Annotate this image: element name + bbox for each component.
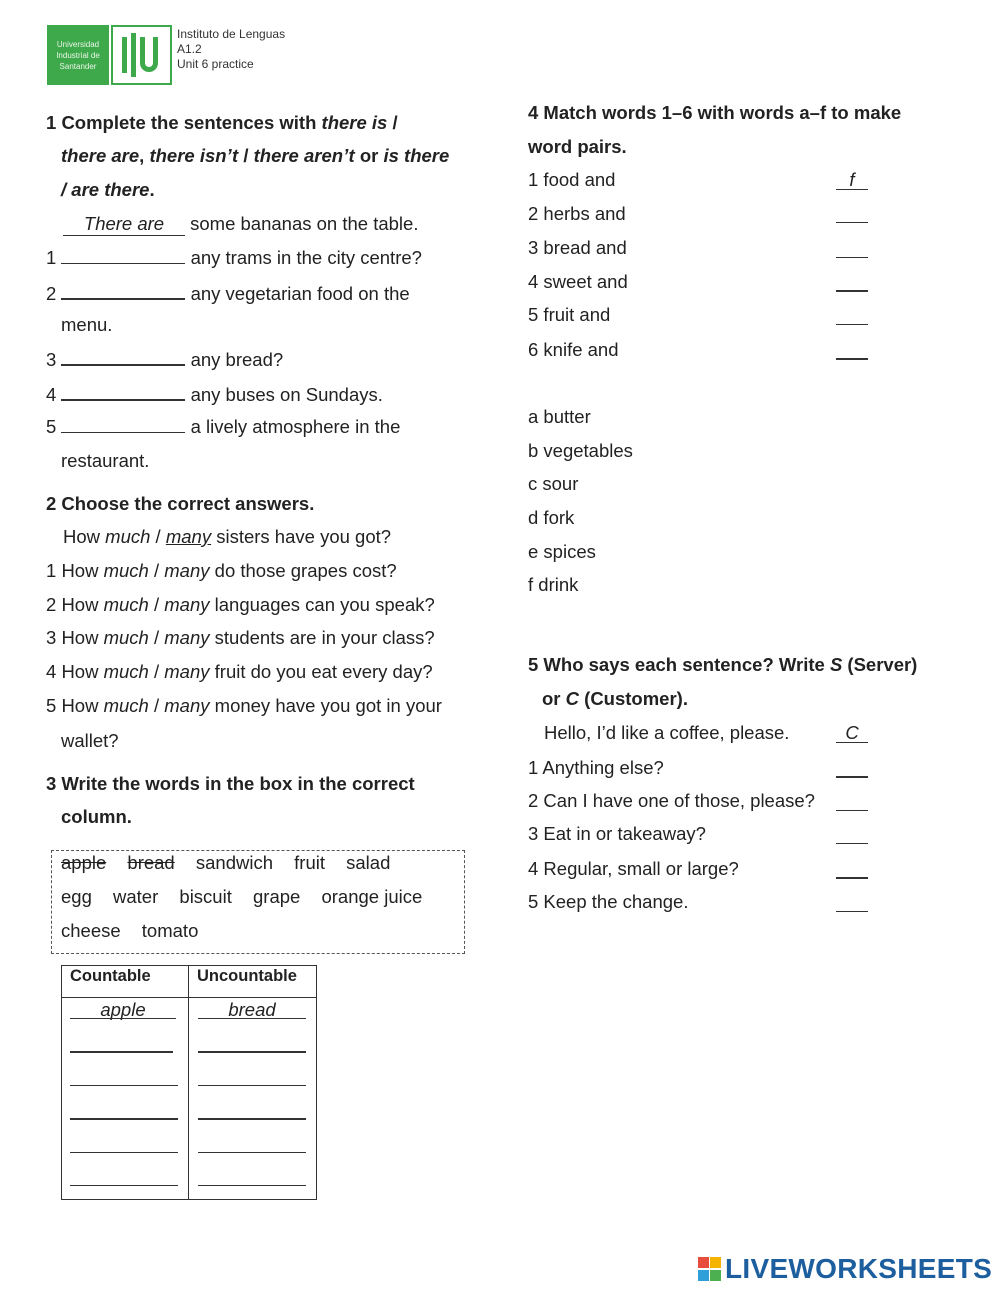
ex4-option-d: d fork [528, 507, 575, 528]
ex1-answer-blank-5[interactable] [61, 415, 185, 433]
ex5-answer-blank-1[interactable] [836, 759, 868, 778]
ex1-answer-blank-3[interactable] [61, 347, 185, 366]
ex5-example-answer: C [836, 722, 868, 743]
ex4-answer-blank-2[interactable] [836, 205, 868, 223]
word-bread: bread [127, 852, 175, 873]
ex2-item-4: 4 How much / many fruit do you eat every day? [46, 661, 433, 682]
ex5-answer-blank-5[interactable] [836, 894, 868, 912]
ex1-item-5: 5 a lively atmosphere in the [46, 416, 401, 437]
ex4-option-c: c sour [528, 473, 579, 494]
liveworksheets-brand: LIVEWORKSHEETS [725, 1253, 993, 1284]
word-grape: grape [253, 886, 301, 907]
ex2-option-much-4[interactable]: much [103, 661, 149, 682]
university-logo-text: Universidad Industrial de Santander [56, 40, 100, 71]
ex5-answer-blank-2[interactable] [836, 793, 868, 811]
ex1-title-line2: there are, there isn’t / there aren’t or is there [61, 145, 450, 166]
ex5-answer-blank-3[interactable] [836, 826, 868, 844]
ex4-item-1: 1 food and [528, 169, 616, 190]
word-cheese: cheese [61, 920, 121, 941]
ex5-example: Hello, I’d like a coffee, please. [544, 722, 790, 743]
university-logo [47, 25, 109, 85]
ex4-item-6: 6 knife and [528, 339, 619, 360]
ex1-item-5-cont: restaurant. [61, 450, 150, 471]
logo-square-icon [710, 1270, 721, 1281]
ex1-answer-blank-1[interactable] [61, 246, 185, 264]
uncountable-blank-1[interactable] [198, 1035, 306, 1053]
ex4-item-5: 5 fruit and [528, 304, 611, 325]
word-apple: apple [61, 852, 107, 873]
uncountable-example-line [198, 1001, 306, 1019]
word-water: water [113, 886, 159, 907]
ex4-option-a: a butter [528, 406, 591, 427]
ex1-title-line1: 1 Complete the sentences with there is / [46, 112, 398, 133]
countable-blank-3[interactable] [70, 1102, 178, 1120]
countable-example-line [70, 1001, 176, 1019]
ex4-option-e: e spices [528, 541, 596, 562]
ex4-title-line1: 4 Match words 1–6 with words a–f to make [528, 102, 902, 123]
uncountable-blank-2[interactable] [198, 1069, 306, 1086]
ex4-item-3: 3 bread and [528, 237, 627, 258]
word-tomato: tomato [141, 920, 199, 941]
ex4-answer-blank-6[interactable] [836, 341, 868, 360]
ex2-item-1: 1 How much / many do those grapes cost? [46, 560, 397, 581]
level-label: A1.2 [177, 42, 202, 56]
uis-logo-mark [111, 25, 172, 85]
ex2-example-answer: many [165, 526, 212, 547]
ex2-option-much-3[interactable]: much [103, 627, 149, 648]
ex2-option-many-3[interactable]: many [164, 627, 210, 648]
ex5-title-line2: or C (Customer). [542, 688, 688, 709]
ex5-item-3: 3 Eat in or takeaway? [528, 823, 706, 844]
ex1-example: There are some bananas on the table. [63, 213, 418, 236]
word-biscuit: biscuit [179, 886, 232, 907]
uis-logo-icon [113, 27, 170, 83]
ex5-item-2: 2 Can I have one of those, please? [528, 790, 815, 811]
ex2-option-much-5[interactable]: much [103, 695, 149, 716]
ex5-item-1: 1 Anything else? [528, 757, 664, 778]
ex1-answer-blank-4[interactable] [61, 382, 185, 401]
ex2-title: 2 Choose the correct answers. [46, 493, 315, 514]
ex1-item-4: 4 any buses on Sundays. [46, 384, 383, 405]
uncountable-blank-3[interactable] [198, 1102, 306, 1120]
ex4-answer-blank-5[interactable] [836, 307, 868, 325]
ex4-item-2: 2 herbs and [528, 203, 626, 224]
logo-square-icon [698, 1257, 709, 1268]
ex5-answer-blank-4[interactable] [836, 860, 868, 879]
ex4-title-line2: word pairs. [528, 136, 627, 157]
countable-blank-4[interactable] [70, 1136, 178, 1153]
ex2-option-many-2[interactable]: many [164, 594, 210, 615]
ex5-item-5: 5 Keep the change. [528, 891, 689, 912]
ex5-item-4: 4 Regular, small or large? [528, 858, 739, 879]
ex2-example: How much / many sisters have you got? [63, 526, 392, 547]
ex2-option-many-4[interactable]: many [164, 661, 210, 682]
ex2-option-much-2[interactable]: much [103, 594, 149, 615]
ex1-item-3: 3 any bread? [46, 349, 284, 370]
word-box-row-3 [61, 920, 461, 942]
word-orange-juice: orange juice [321, 886, 423, 907]
ex4-item-4: 4 sweet and [528, 271, 628, 292]
logo-square-icon [710, 1257, 721, 1268]
uncountable-example: bread [228, 999, 276, 1020]
uncountable-blank-4[interactable] [198, 1136, 306, 1153]
unit-label: Unit 6 practice [177, 57, 254, 71]
word-egg: egg [61, 886, 92, 907]
word-box-row-2 [61, 886, 461, 908]
word-box-row-1 [61, 852, 461, 874]
ex1-example-answer: There are [63, 213, 185, 236]
institute-name: Instituto de Lenguas [177, 27, 286, 41]
ex4-answer-blank-4[interactable] [836, 273, 868, 292]
ex2-item-2: 2 How much / many languages can you speak? [46, 594, 435, 615]
countable-blank-2[interactable] [70, 1069, 178, 1086]
logo-square-icon [698, 1270, 709, 1281]
ex2-item-5: 5 How much / many money have you got in your [46, 695, 442, 716]
word-salad: salad [346, 852, 391, 873]
countable-blank-5[interactable] [70, 1169, 178, 1186]
ex4-example-answer: f [836, 169, 868, 190]
countable-example: apple [100, 999, 146, 1020]
ex1-item-1: 1 any trams in the city centre? [46, 247, 422, 268]
ex4-option-b: b vegetables [528, 440, 633, 461]
ex2-option-many-5[interactable]: many [164, 695, 210, 716]
header-uncountable: Uncountable [197, 967, 297, 985]
ex4-option-f: f drink [528, 574, 579, 595]
word-sandwich: sandwich [195, 852, 274, 873]
ex2-option-many-1[interactable]: many [164, 560, 210, 581]
ex1-answer-blank-2[interactable] [61, 281, 185, 300]
uncountable-blank-5[interactable] [198, 1169, 306, 1186]
countable-blank-1[interactable] [70, 1035, 173, 1053]
ex2-item-3: 3 How much / many students are in your class? [46, 627, 435, 648]
word-fruit: fruit [294, 852, 325, 873]
ex5-title-line1: 5 Who says each sentence? Write S (Server) [528, 654, 918, 675]
ex2-item-5-cont: wallet? [61, 730, 119, 751]
ex1-item-2-cont: menu. [61, 314, 113, 335]
ex1-item-2: 2 any vegetarian food on the [46, 283, 410, 304]
ex2-option-much-1[interactable]: much [103, 560, 149, 581]
ex1-title-line3: / are there. [61, 179, 155, 200]
ex4-answer-blank-3[interactable] [836, 240, 868, 258]
ex3-title-line2: column. [61, 806, 132, 827]
header-countable: Countable [70, 967, 151, 985]
ex3-title-line1: 3 Write the words in the box in the correct [46, 773, 415, 794]
